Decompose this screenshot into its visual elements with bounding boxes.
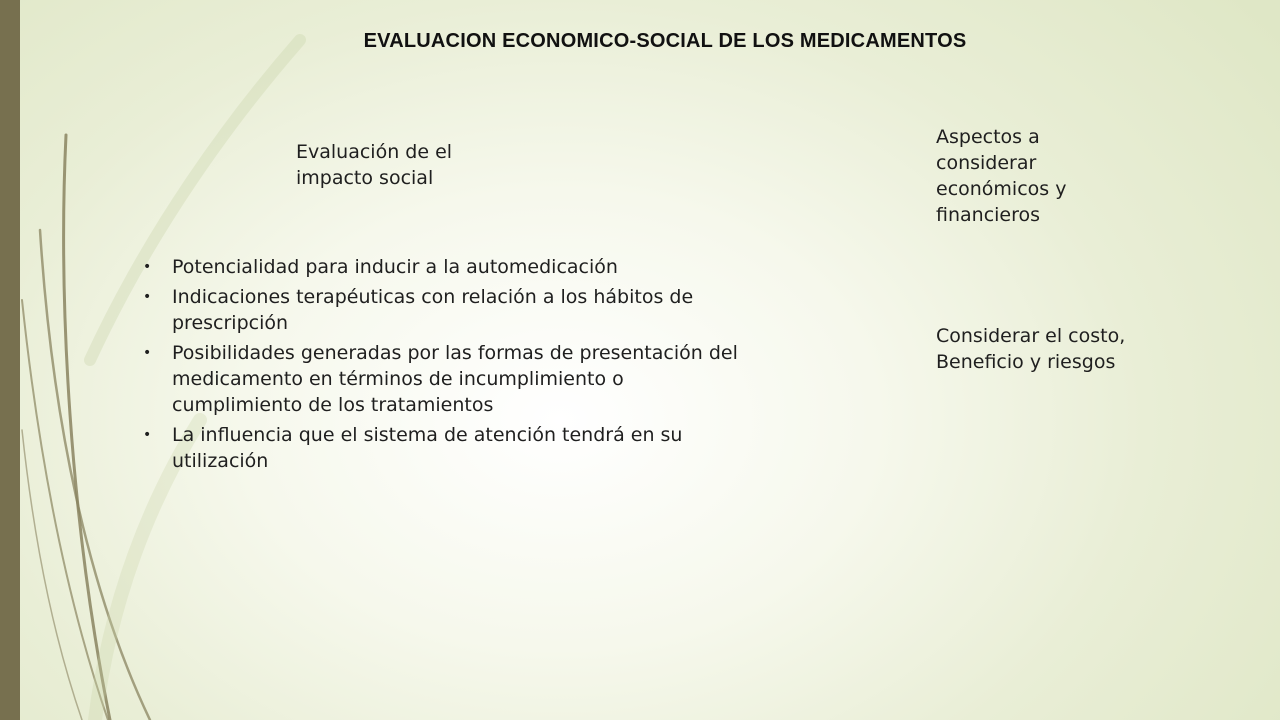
- bullet-item: [140, 284, 740, 336]
- slide-title: EVALUACION ECONOMICO-SOCIAL DE LOS MEDICAMENTOS: [363, 30, 967, 52]
- curve-1: [64, 135, 110, 720]
- cost-note-line-2: Beneficio y riesgos: [936, 351, 1116, 373]
- bullet-text: Posibilidades generadas por las formas de presentación del medicamento en términos de incumplimiento o cumplimiento de los tratamientos: [172, 342, 738, 416]
- bullet-item: [140, 254, 740, 280]
- bullet-dot-icon: •: [143, 427, 152, 443]
- curve-2: [40, 230, 150, 720]
- bullet-item: [140, 422, 740, 474]
- social-impact-bullet-list: [140, 254, 740, 478]
- economic-aspects-heading: Aspectos a considerar económicos y financieros: [936, 126, 1067, 226]
- bullet-text: Potencialidad para inducir a la automedicación: [172, 256, 618, 278]
- bullet-dot-icon: •: [143, 259, 152, 275]
- curve-4: [22, 430, 82, 720]
- social-impact-heading: Evaluación de el impacto social: [296, 141, 453, 189]
- bullet-text: La influencia que el sistema de atención tendrá en su utilización: [172, 424, 683, 472]
- bullet-dot-icon: •: [143, 289, 152, 305]
- bullet-item: [140, 340, 740, 418]
- cost-benefit-note: [936, 323, 1196, 375]
- cost-note-line-1: Considerar el costo,: [936, 325, 1126, 347]
- bullet-dot-icon: •: [143, 345, 152, 361]
- bullet-text: Indicaciones terapéuticas con relación a los hábitos de prescripción: [172, 286, 694, 334]
